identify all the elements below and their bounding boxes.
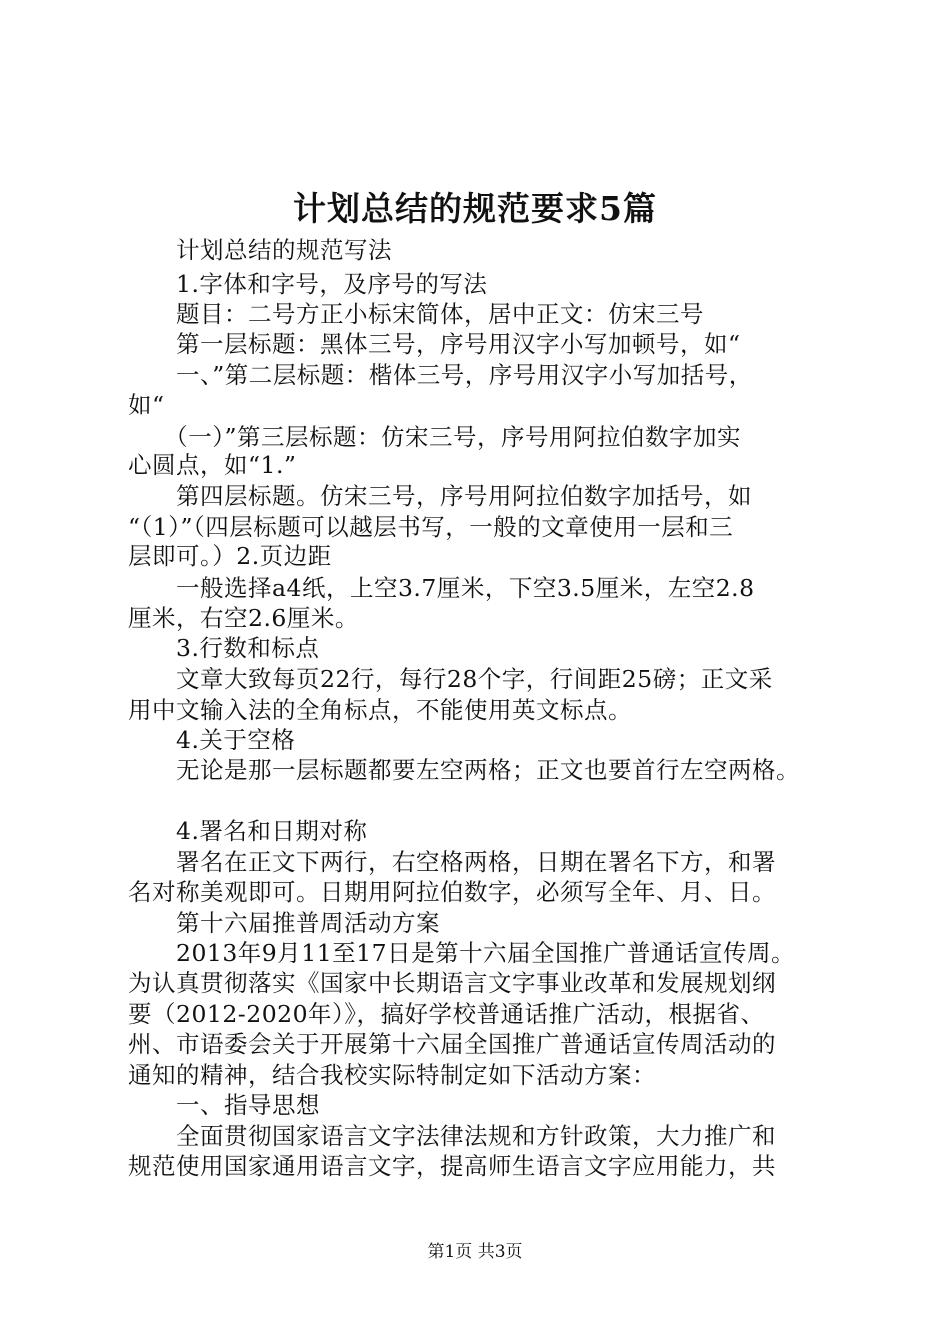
body-line: 如“	[128, 391, 165, 419]
body-line: 通知的精神，结合我校实际特制定如下活动方案：	[128, 1061, 656, 1089]
body-line: 第一层标题：黑体三号，序号用汉字小写加顿号，如“	[128, 330, 741, 358]
body-line: 规范使用国家通用语言文字，提高师生语言文字应用能力，共	[128, 1152, 776, 1180]
body-line: 名对称美观即可。日期用阿拉伯数字，必须写全年、月、日。	[128, 878, 776, 906]
body-line: 文章大致每页22行，每行28个字，行间距25磅；正文采	[128, 665, 773, 693]
page-number: 第1页 共3页	[427, 1242, 523, 1262]
body-line: 一般选择a4纸，上空3.7厘米，下空3.5厘米，左空2.8	[128, 574, 755, 602]
body-line: 4.关于空格	[128, 726, 296, 754]
body-line: 题目：二号方正小标宋简体，居中正文：仿宋三号	[128, 300, 704, 328]
body-line: 一、”第二层标题：楷体三号，序号用汉字小写加括号，	[128, 361, 753, 389]
body-line: 4.署名和日期对称	[128, 817, 368, 845]
body-line: 署名在正文下两行，右空格两格，日期在署名下方，和署	[128, 848, 776, 876]
body-line: （一）”第三层标题：仿宋三号，序号用阿拉伯数字加实	[128, 423, 742, 451]
body-line: 3.行数和标点	[128, 634, 320, 662]
document-title: 计划总结的规范要求5篇	[293, 189, 657, 228]
body-line: 第四层标题。仿宋三号，序号用阿拉伯数字加括号，如	[128, 482, 752, 510]
body-line: 计划总结的规范写法	[128, 236, 392, 264]
body-line: 要（2012-2020年）》，搞好学校普通话推广活动，根据省、	[128, 1000, 765, 1028]
body-line: 全面贯彻国家语言文字法律法规和方针政策，大力推广和	[128, 1122, 776, 1150]
body-line: 1.字体和字号，及序号的写法	[128, 270, 488, 298]
body-line: 2013年9月11至17日是第十六届全国推广普通话宣传周。	[128, 939, 796, 967]
body-line: 无论是那一层标题都要左空两格；正文也要首行左空两格。	[128, 756, 800, 784]
body-line: 用中文输入法的全角标点，不能使用英文标点。	[128, 696, 632, 724]
body-line: 心圆点，如“1.”	[128, 451, 297, 479]
body-line: 州、市语委会关于开展第十六届全国推广普通话宣传周活动的	[128, 1030, 776, 1058]
body-line: “（1）”（四层标题可以越层书写，一般的文章使用一层和三	[128, 513, 734, 541]
body-line: 为认真贯彻落实《国家中长期语言文字事业改革和发展规划纲	[128, 969, 776, 997]
body-line: 第十六届推普周活动方案	[128, 909, 440, 937]
body-line: 厘米，右空2.6厘米。	[128, 604, 359, 632]
body-line: 层即可。）2.页边距	[128, 542, 332, 570]
body-line: 一、指导思想	[128, 1091, 320, 1119]
